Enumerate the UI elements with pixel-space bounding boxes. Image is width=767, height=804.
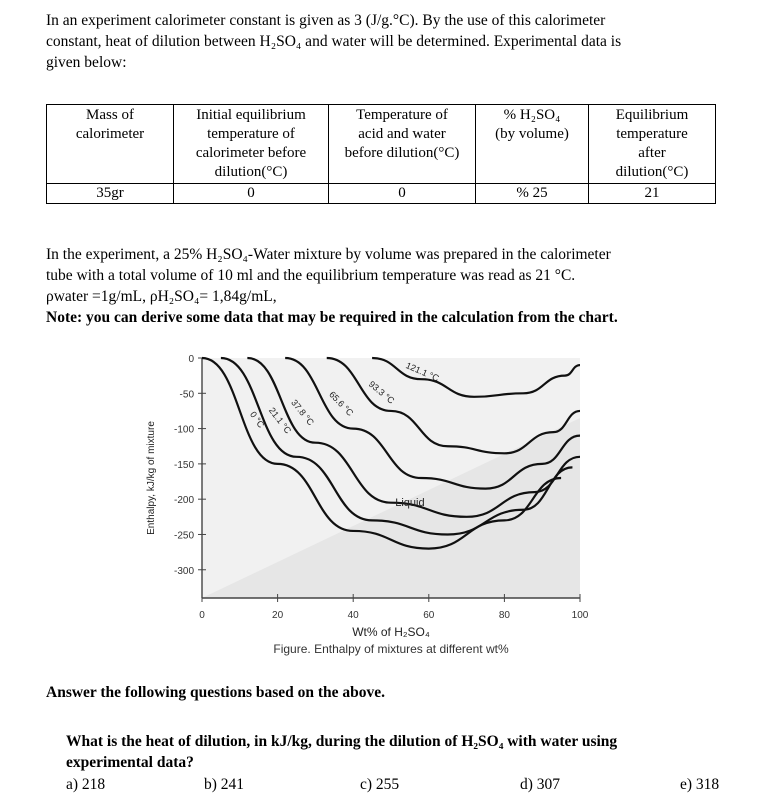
- y-tick-label: -100: [173, 424, 194, 436]
- cell-initial-temp: 0: [174, 184, 329, 204]
- note-line: Note: you can derive some data that may be required in the calculation from the chart.: [46, 309, 618, 326]
- y-tick-label: -50: [179, 389, 194, 401]
- table-header-row: [47, 105, 716, 184]
- experimental-data-table: [46, 104, 716, 204]
- experiment-line-1: In the experiment, a 25% H₂SO₄-Water mixture by volume was prepared in the calorimeter: [46, 246, 611, 263]
- y-axis-label: Enthalpy, kJ/kg of mixture: [146, 421, 157, 535]
- experiment-line-2: tube with a total volume of 10 ml and the equilibrium temperature was read as 21 °C.: [46, 267, 576, 284]
- header-acid-water-temp: Temperature of acid and water before dilution(°C): [329, 105, 476, 184]
- option-a[interactable]: a) 218: [66, 776, 106, 793]
- enthalpy-chart: [140, 350, 610, 670]
- y-tick-label: -300: [173, 565, 194, 577]
- isotherm-label: 93.3 °C: [366, 378, 397, 406]
- x-tick-label: 80: [498, 610, 510, 621]
- option-b[interactable]: b) 241: [204, 776, 245, 793]
- header-final-temp: Equilibrium temperature after dilution(°C): [589, 105, 716, 184]
- intro-line-3: given below:: [46, 54, 127, 71]
- answer-heading: Answer the following questions based on the above.: [46, 684, 386, 701]
- y-tick-label: -200: [173, 495, 194, 507]
- experiment-paragraph: [46, 244, 737, 328]
- chart-title: Figure. Enthalpy of mixtures at different wt%: [273, 642, 509, 656]
- x-axis-label: Wt% of H₂SO₄: [352, 625, 430, 639]
- header-mass: Mass of calorimeter: [47, 105, 174, 184]
- experiment-line-3: ρwater =1g/mL, ρH₂SO₄= 1,84g/mL,: [46, 288, 277, 305]
- cell-acid-water-temp: 0: [329, 184, 476, 204]
- question-text: [66, 731, 723, 773]
- header-initial-temp: Initial equilibrium temperature of calorimeter before dilution(°C): [174, 105, 329, 184]
- header-h2so4-percent: % H₂SO₄ (by volume): [476, 105, 589, 184]
- x-tick-label: 20: [272, 610, 284, 621]
- table-row: [47, 184, 716, 204]
- option-c[interactable]: c) 255: [360, 776, 400, 793]
- option-d[interactable]: d) 307: [520, 776, 561, 793]
- isotherm-label: 21.1 °C: [266, 405, 294, 436]
- x-tick-label: 40: [347, 610, 359, 621]
- region-label: Liquid: [395, 497, 425, 510]
- intro-line-2: constant, heat of dilution between H₂SO₄ and water will be determined. Experimental data is: [46, 33, 622, 50]
- cell-h2so4-percent: % 25: [476, 184, 589, 204]
- isotherm-label: 65.6 °C: [327, 389, 356, 418]
- option-e[interactable]: e) 318: [680, 776, 720, 793]
- cell-mass: 35gr: [47, 184, 174, 204]
- question-line-2: experimental data?: [66, 754, 194, 771]
- cell-final-temp: 21: [589, 184, 716, 204]
- y-tick-label: -150: [173, 459, 194, 471]
- x-tick-label: 100: [571, 610, 589, 621]
- x-tick-label: 60: [423, 610, 435, 621]
- question-line-1: What is the heat of dilution, in kJ/kg, during the dilution of H₂SO₄ with water using: [66, 733, 618, 750]
- y-tick-label: 0: [188, 354, 194, 365]
- isotherm-label: 121.1 °C: [404, 360, 441, 384]
- isotherm-label: 37.8 °C: [289, 397, 316, 428]
- y-tick-label: -250: [173, 530, 194, 542]
- intro-paragraph: [46, 10, 737, 73]
- x-tick-label: 0: [199, 610, 205, 621]
- intro-line-1: In an experiment calorimeter constant is given as 3 (J/g.°C). By the use of this calorimeter: [46, 12, 606, 29]
- isotherm-label: 0 °C: [247, 409, 267, 430]
